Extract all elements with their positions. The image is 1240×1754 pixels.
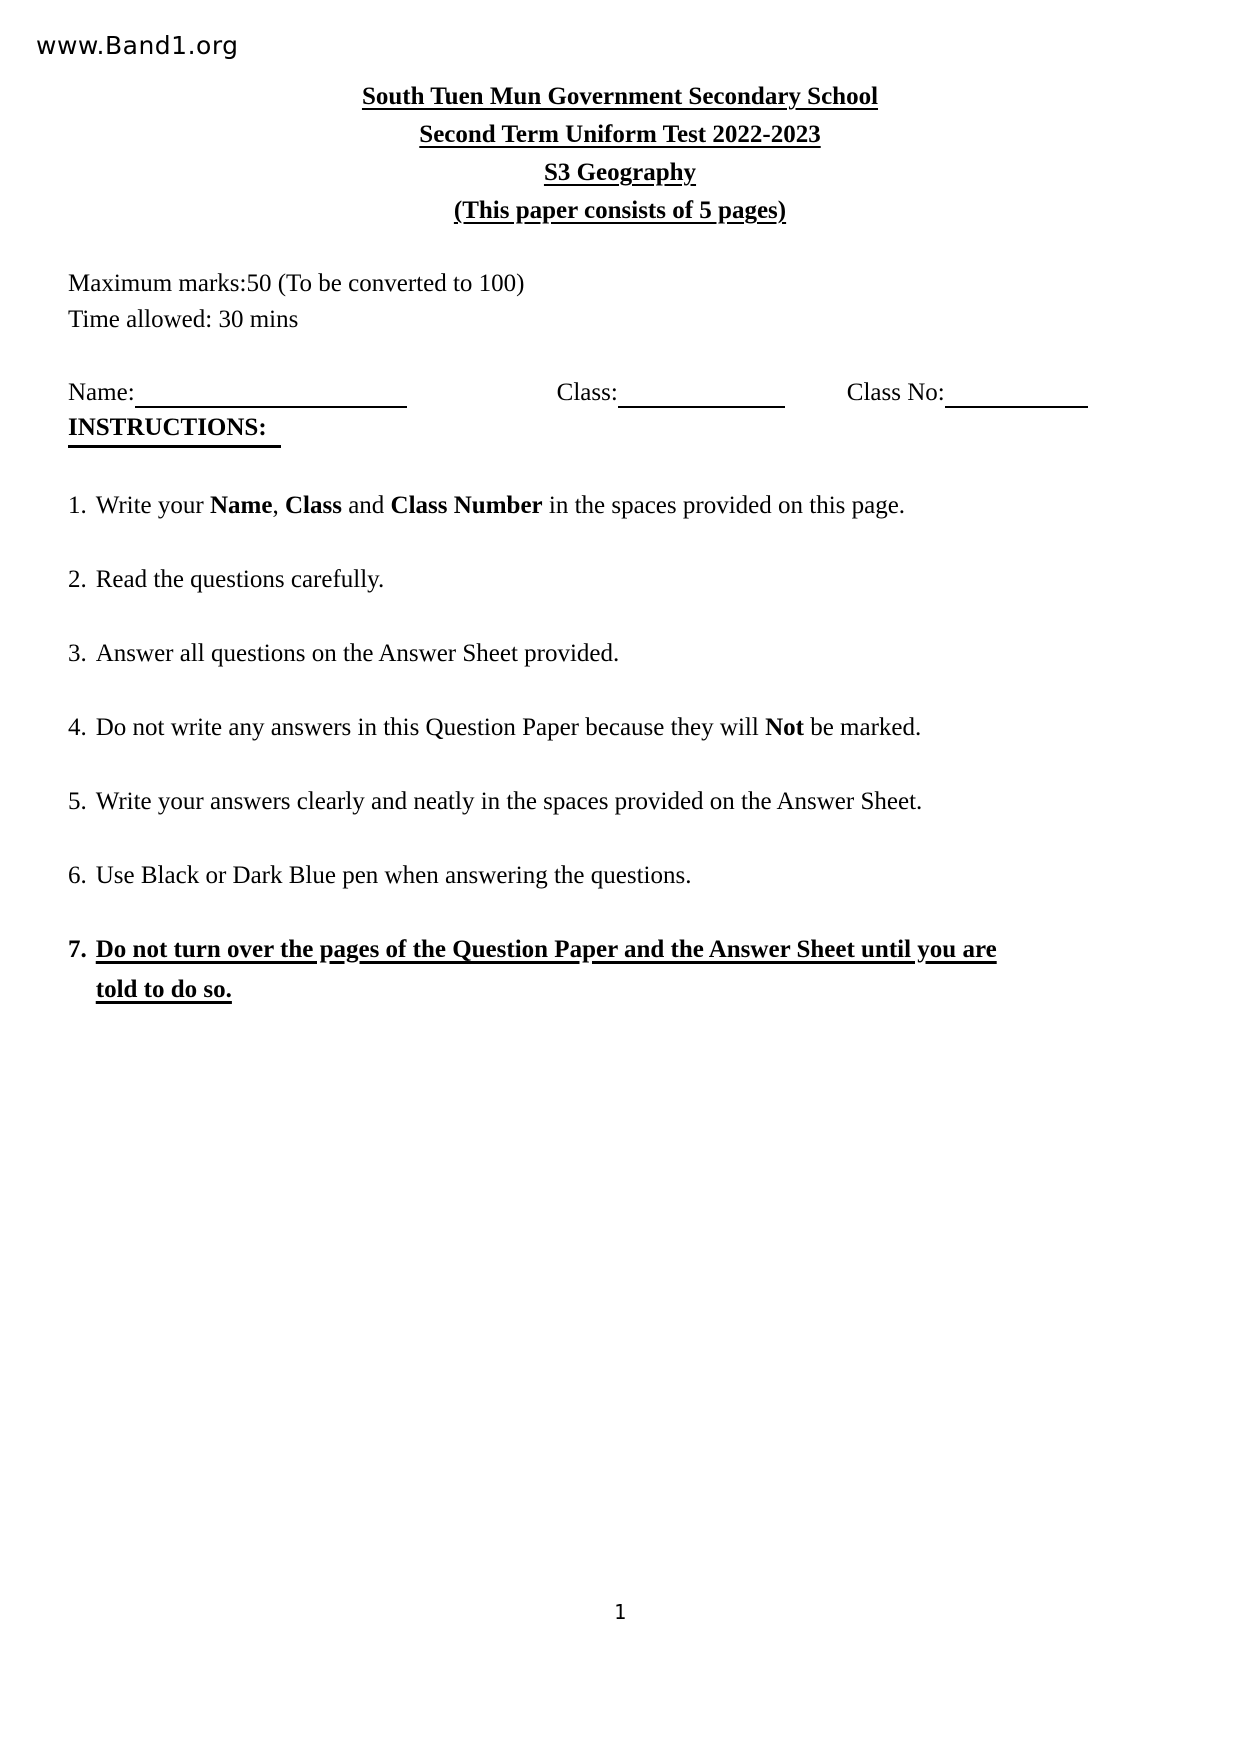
instruction-text [96, 486, 905, 526]
instruction-text [96, 708, 922, 748]
instruction-segment: and [341, 492, 391, 519]
instruction-text [96, 560, 385, 600]
instruction-number: 4. [68, 714, 87, 741]
instruction-number: 1. [68, 492, 87, 519]
instruction-item-5 [68, 782, 1178, 822]
instructions-heading-text: INSTRUCTIONS: [68, 414, 281, 448]
student-info-row [68, 378, 1178, 408]
instruction-segment: Class Number [390, 492, 543, 519]
name-blank-field [135, 378, 407, 408]
instruction-number: 3. [68, 640, 87, 667]
watermark-url: www.Band1.org [36, 31, 239, 60]
instruction-segment: Name [209, 492, 273, 519]
instruction-item-4 [68, 708, 1178, 748]
instruction-segment: Answer all questions on the Answer Sheet provided. [95, 640, 620, 667]
instruction-segment: Not [765, 714, 804, 741]
instruction-line-2: told to do so. [95, 976, 232, 1003]
instruction-segment: Read the questions carefully. [95, 566, 385, 593]
instruction-item-7 [68, 930, 1178, 1010]
test-title: Second Term Uniform Test 2022-2023 [419, 121, 821, 148]
paper-meta [68, 266, 1178, 338]
instruction-item-2 [68, 560, 1178, 600]
test-title-line [0, 116, 1240, 154]
instruction-segment: in the spaces provided on this page. [542, 492, 906, 519]
pages-note-line [0, 192, 1240, 230]
max-marks-text: Maximum marks:50 (To be converted to 100) [68, 270, 525, 297]
instruction-segment: , [272, 492, 285, 519]
instruction-number: 5. [68, 788, 87, 815]
class-blank-field [618, 378, 785, 408]
instruction-segment: be marked. [803, 714, 922, 741]
instruction-segment: Write your answers clearly and neatly in the spaces provided on the Answer Sheet. [95, 788, 923, 815]
instructions-list [68, 486, 1178, 1010]
instruction-text [96, 634, 620, 674]
instruction-segment: Write your [95, 492, 210, 519]
instruction-line-1: Do not turn over the pages of the Question Paper and the Answer Sheet until you are [95, 936, 997, 963]
class-label: Class: [556, 379, 618, 406]
instruction-number: 7. [68, 936, 87, 963]
instruction-item-6 [68, 856, 1178, 896]
instruction-number: 6. [68, 862, 87, 889]
subject-title: S3 Geography [543, 159, 697, 186]
instruction-segment: Do not write any answers in this Question Paper because they will [95, 714, 766, 741]
instruction-text [96, 930, 997, 1010]
page-number: 1 [613, 1600, 627, 1624]
instruction-segment: Use Black or Dark Blue pen when answering the questions. [95, 862, 692, 889]
instruction-number: 2. [68, 566, 87, 593]
instruction-segment: Class [284, 492, 342, 519]
name-label: Name: [68, 379, 135, 406]
class-no-label: Class No: [846, 379, 945, 406]
class-no-blank-field [945, 378, 1088, 408]
instruction-item-3 [68, 634, 1178, 674]
instruction-text [96, 856, 692, 896]
instruction-item-1 [68, 486, 1178, 526]
instruction-text [96, 782, 923, 822]
time-allowed-text: Time allowed: 30 mins [68, 306, 299, 333]
subject-line [0, 154, 1240, 192]
school-name-line [0, 78, 1240, 116]
pages-note: (This paper consists of 5 pages) [453, 197, 787, 224]
instructions-heading [68, 414, 1178, 448]
school-name: South Tuen Mun Government Secondary School [361, 83, 879, 110]
